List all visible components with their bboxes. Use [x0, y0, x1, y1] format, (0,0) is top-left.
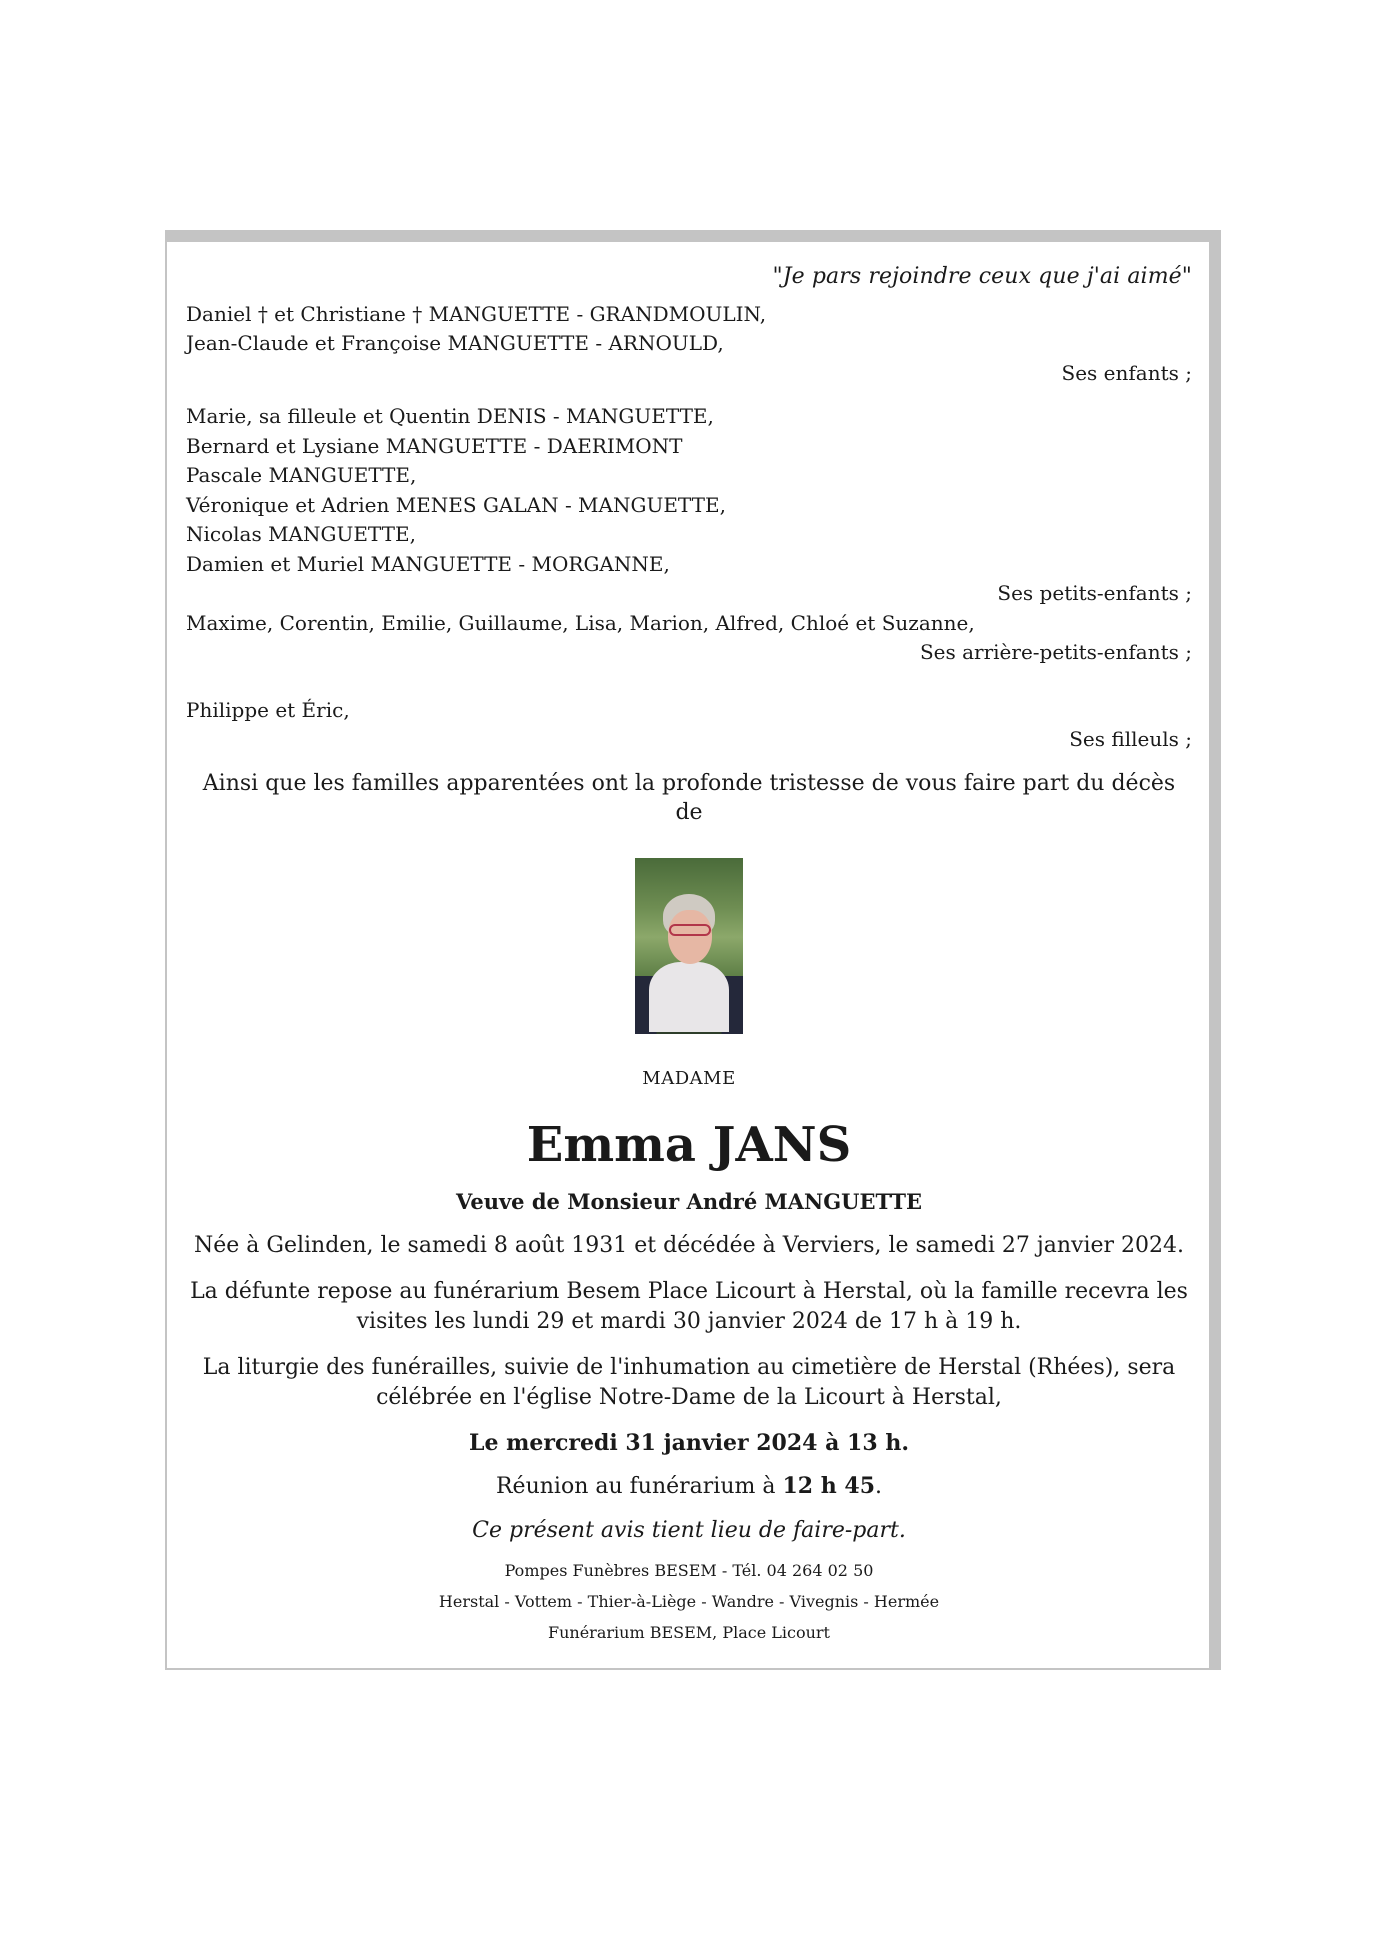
- notice-text: Ce présent avis tient lieu de faire-part.: [472, 1517, 906, 1543]
- obituary-frame: [165, 230, 1221, 1670]
- birth-death-line: Née à Gelinden, le samedi 8 août 1931 et décédée à Verviers, le samedi 27 janvier 2024.: [194, 1232, 1184, 1258]
- visitation-paragraph: [186, 1277, 1192, 1337]
- visitation-line: visites les lundi 29 et mardi 30 janvier 2024 de 17 h à 19 h.: [356, 1308, 1022, 1334]
- obituary-content: [186, 242, 1192, 1668]
- announcement-text: Ainsi que les familles apparentées ont la profonde tristesse de vous faire part du décès de: [202, 770, 1176, 825]
- family-name-line: Maxime, Corentin, Emilie, Guillaume, Lisa, Marion, Alfred, Chloé et Suzanne,: [186, 610, 975, 635]
- relation-label: Ses filleuls ;: [1069, 727, 1192, 751]
- footer-company: Pompes Funèbres BESEM - Tél. 04 264 02 50: [504, 1561, 874, 1580]
- reunion-time: 12 h 45: [782, 1473, 875, 1499]
- widow-of-line: Veuve de Monsieur André MANGUETTE: [455, 1189, 923, 1214]
- family-name-line: Jean-Claude et Françoise MANGUETTE - ARNOULD,: [186, 331, 724, 355]
- family-name-line: Philippe et Éric,: [186, 697, 350, 722]
- liturgy-paragraph: [186, 1353, 1192, 1413]
- family-name-line: Véronique et Adrien MENES GALAN - MANGUETTE,: [186, 492, 726, 517]
- liturgy-line: La liturgie des funérailles, suivie de l'inhumation au cimetière de Herstal (Rhées), sera: [202, 1354, 1176, 1380]
- ceremony-date: Le mercredi 31 janvier 2024 à 13 h.: [469, 1429, 909, 1456]
- family-name-line: Daniel † et Christiane † MANGUETTE - GRANDMOULIN,: [186, 301, 767, 326]
- family-name-line: Nicolas MANGUETTE,: [186, 522, 416, 546]
- deceased-name: Emma JANS: [526, 1117, 852, 1173]
- reunion-line: [186, 1472, 1192, 1502]
- family-name-line: Pascale MANGUETTE,: [186, 463, 417, 487]
- liturgy-line: célébrée en l'église Notre-Dame de la Licourt à Herstal,: [376, 1384, 1002, 1410]
- footer-funerarium: Funérarium BESEM, Place Licourt: [548, 1623, 830, 1642]
- portrait-photo: [635, 858, 743, 1034]
- reunion-suffix: .: [875, 1474, 882, 1499]
- epitaph-quote: "Je pars rejoindre ceux que j'ai aimé": [772, 264, 1192, 289]
- great-grandchildren-section: [186, 609, 1192, 668]
- family-name-line: Damien et Muriel MANGUETTE - MORGANNE,: [186, 551, 670, 576]
- relation-label: Ses enfants ;: [1061, 360, 1192, 385]
- honorific-title: MADAME: [642, 1067, 736, 1089]
- footer: [186, 1555, 1192, 1648]
- children-section: [186, 300, 1192, 389]
- family-name-line: Bernard et Lysiane MANGUETTE - DAERIMONT: [186, 433, 683, 458]
- family-name-line: Marie, sa filleule et Quentin DENIS - MANGUETTE,: [186, 404, 714, 428]
- relation-label: Ses arrière-petits-enfants ;: [919, 640, 1192, 664]
- godchildren-section: [186, 696, 1192, 755]
- relation-label: Ses petits-enfants ;: [997, 581, 1192, 605]
- footer-locations: Herstal - Vottem - Thier-à-Liège - Wandre - Vivegnis - Hermée: [438, 1592, 940, 1611]
- visitation-line: La défunte repose au funérarium Besem Place Licourt à Herstal, où la famille recevra les: [190, 1278, 1188, 1304]
- reunion-prefix: Réunion au funérarium à: [495, 1474, 776, 1499]
- portrait-wrapper: [186, 858, 1192, 1034]
- grandchildren-section: [186, 402, 1192, 609]
